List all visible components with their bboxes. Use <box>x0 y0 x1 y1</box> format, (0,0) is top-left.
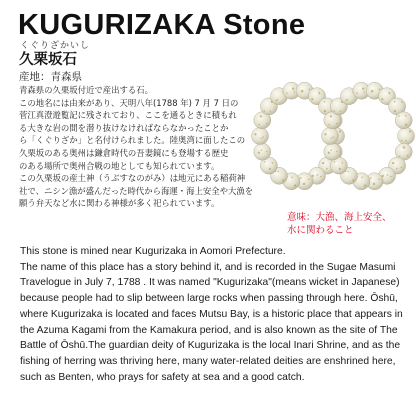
bead-speckle <box>261 138 263 140</box>
bead-speckle <box>294 184 296 186</box>
bead-speckle <box>264 161 266 163</box>
bead-speckle <box>345 100 347 102</box>
meaning-line-2: 水に関わること <box>287 224 354 236</box>
bead-speckle <box>405 115 407 117</box>
bead-speckle <box>326 168 328 170</box>
bead-speckle <box>258 124 260 126</box>
bead-speckle <box>339 130 341 132</box>
bead-speckle <box>282 179 284 181</box>
bead <box>252 128 269 145</box>
bead-speckle <box>324 133 326 135</box>
bead-speckle <box>362 88 364 90</box>
bead-speckle <box>270 110 272 112</box>
bead-speckle <box>254 133 256 135</box>
bead-speckle <box>378 179 380 181</box>
bead-speckle <box>342 162 344 164</box>
bead-speckle <box>340 110 342 112</box>
bead-speckle <box>370 177 372 179</box>
bead-speckle <box>352 179 354 181</box>
jp-line: 久栗坂のある奥州は鎌倉時代の吾妻鏡にも登場する歴史 <box>19 147 229 158</box>
bead-speckle <box>328 152 330 154</box>
bead-speckle <box>324 101 326 103</box>
jp-line: 青森県の久栗坂付近で産出する石。 <box>19 85 153 95</box>
bead-speckle <box>401 101 403 103</box>
jp-line: 菅江真澄遊覧記に残されており、ここを通るときに積もれ <box>19 110 237 121</box>
bead-speckle <box>407 155 409 157</box>
bead-speckle <box>293 91 295 93</box>
en-line: This stone is mined near Kugurizaka in Aomori Prefecture. <box>20 246 286 257</box>
origin-label: 産地：青森県 <box>19 71 82 83</box>
bead-speckle <box>347 171 349 173</box>
bead-speckle <box>334 110 336 112</box>
bead-speckle <box>330 115 332 117</box>
bead-speckle <box>409 130 411 132</box>
en-line: because people had to slip between large rocks when passing through here. Ōshū, <box>20 293 398 305</box>
jp-line: この久栗坂の産土神（うぶすなのがみ）は地元にある稲荷神 <box>19 173 246 184</box>
bead-speckle <box>334 161 336 163</box>
bead <box>324 143 341 160</box>
bead-speckle <box>398 115 400 117</box>
bead-speckle <box>372 90 374 92</box>
bead-strands <box>252 82 415 190</box>
bead-speckle <box>333 136 335 138</box>
bead-speckle <box>260 115 262 117</box>
bead-speckle <box>390 176 392 178</box>
jp-line: ら「くぐりざか」と名付けられました。陸奥湾に面したこの <box>19 135 246 146</box>
en-line: fishing of herring was thriving here, many water-related deities are enshrined here, <box>20 355 396 367</box>
bead-speckle <box>264 110 266 112</box>
en-line: where Kugurizaka is located and faces Mutsu Bay, is a historic place that appears in <box>20 308 403 320</box>
bead-speckle <box>373 183 375 185</box>
bead-speckle <box>286 93 288 95</box>
bead-speckle <box>403 146 405 148</box>
en-line: such as Benten, who prays for safety at sea and a good catch. <box>20 371 305 383</box>
bead-speckle <box>330 149 332 151</box>
bead-speckle <box>266 151 268 153</box>
bracelet-photo <box>248 66 416 216</box>
japanese-stone-name: 久栗坂石 <box>19 52 77 68</box>
bead-speckle <box>401 167 403 169</box>
bead-speckle <box>309 89 311 91</box>
bead-speckle <box>300 177 302 179</box>
jp-line: 願う弁天など水に関わる神様が多く祀られています。 <box>19 198 220 209</box>
bead-speckle <box>394 101 396 103</box>
bead-speckle <box>328 124 330 126</box>
bead <box>322 128 339 145</box>
bead <box>254 143 271 160</box>
bead-speckle <box>336 123 338 125</box>
bead-speckle <box>308 179 310 181</box>
bead-speckle <box>320 176 322 178</box>
bead-speckle <box>258 152 260 154</box>
bead-speckle <box>363 91 365 93</box>
english-description <box>20 244 410 385</box>
bead-speckle <box>260 149 262 151</box>
bead-speckle <box>331 138 333 140</box>
jp-line: この地名には由来があり、天明八年(1788 年) 7 月 7 日の <box>19 97 239 108</box>
bead-speckle <box>263 136 265 138</box>
jp-line: る大きな岩の間を潜り抜けなければならなかったことか <box>19 122 229 133</box>
jp-line: のある場所で奥州合戦の地としても知られています。 <box>19 160 220 171</box>
product-title: KUGURIZAKA Stone <box>18 9 306 41</box>
bead-speckle <box>269 168 271 170</box>
en-line: the Azuma Kagami from the Kamakura period, and is also known as the site of The <box>20 324 398 336</box>
bead-speckle <box>277 171 279 173</box>
bead-speckle <box>387 174 389 176</box>
bead <box>398 128 415 145</box>
bead-speckle <box>396 168 398 170</box>
bead-speckle <box>336 151 338 153</box>
bead-speckle <box>361 177 363 179</box>
bead-speckle <box>392 162 394 164</box>
bead-speckle <box>275 100 277 102</box>
bead-speckle <box>322 162 324 164</box>
bead-speckle <box>381 98 383 100</box>
bead-speckle <box>401 140 403 142</box>
bead-speckle <box>317 174 319 176</box>
bead-speckle <box>311 98 313 100</box>
bead-speckle <box>319 93 321 95</box>
bead-speckle <box>389 93 391 95</box>
bead-speckle <box>399 155 401 157</box>
en-line: Battle of Ōshū.The guardian deity of Kugurizaka is the local Inari Shrine, and as the <box>20 340 401 352</box>
bead-speckle <box>303 183 305 185</box>
jp-line: 社で、ニシン漁が盛んだった時代から海運・海上安全や大漁を <box>19 185 254 196</box>
bead-speckle <box>292 88 294 90</box>
meaning-line-1: 意味：大漁、海上安全、 <box>287 212 392 223</box>
bead-speckle <box>266 123 268 125</box>
bead-speckle <box>302 90 304 92</box>
bead-speckle <box>272 162 274 164</box>
bead-speckle <box>405 140 407 142</box>
furigana-reading: くぐりざかいし <box>20 41 91 51</box>
bead-speckle <box>339 168 341 170</box>
bead-speckle <box>405 124 407 126</box>
bead-speckle <box>379 89 381 91</box>
bead-speckle <box>291 177 293 179</box>
bead-speckle <box>364 184 366 186</box>
en-line: Travelogue in July 7, 1788 . It was named "Kugurizaka"(means wicket in Japanese) <box>20 277 400 289</box>
meaning-box <box>287 212 392 237</box>
bead <box>395 112 412 129</box>
en-line: The name of this place has a story behind it, and is recorded in the Sugae Masumi <box>20 261 396 273</box>
bead-speckle <box>356 93 358 95</box>
bead-speckle <box>394 110 396 112</box>
japanese-description <box>19 84 269 210</box>
bead-speckle <box>324 110 326 112</box>
